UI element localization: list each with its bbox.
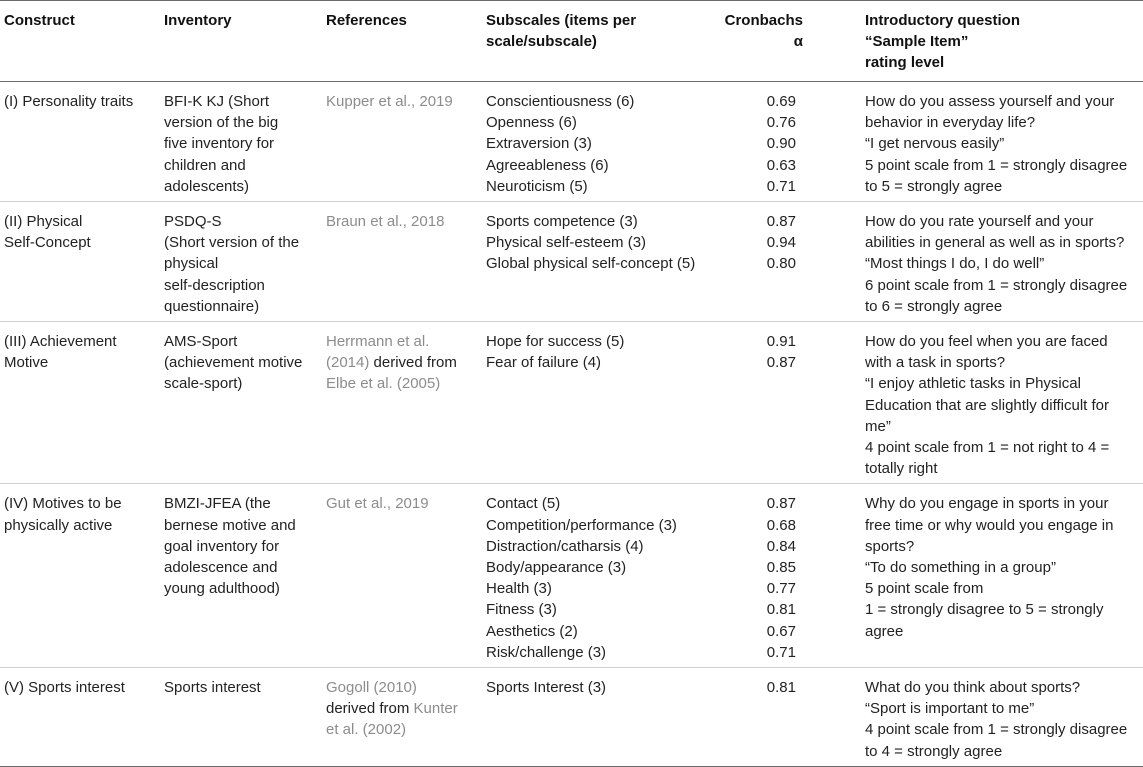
reference-line <box>326 211 482 232</box>
reference-link: Kupper et al., 2019 <box>326 93 453 110</box>
inventory-line: bernese motive and <box>164 516 296 534</box>
question-line: 4 point scale from 1 = strongly disagree <box>865 721 1128 739</box>
inventory-line: self-description <box>164 276 265 294</box>
table-row <box>0 322 1143 484</box>
inventory-line: scale-sport) <box>164 375 243 393</box>
subscale-line: Fitness (3) <box>486 601 557 619</box>
subscale-line: Aesthetics (2) <box>486 622 578 640</box>
inventory-cell <box>160 82 322 202</box>
reference-line <box>326 91 482 112</box>
header-question-line: Introductory question <box>865 12 1020 29</box>
construct-line: (V) Sports interest <box>4 679 125 697</box>
header-question-line: “Sample Item” <box>865 33 969 50</box>
question-line: abilities in general as well as in sports? <box>865 234 1125 252</box>
construct-line: Motive <box>4 354 49 372</box>
inventory-line: AMS-Sport <box>164 333 238 351</box>
question-line: sports? <box>865 537 915 555</box>
subscale-line: Sports Interest (3) <box>486 679 607 697</box>
construct-line: (IV) Motives to be <box>4 495 122 513</box>
inventory-line: BMZI-JFEA (the <box>164 495 271 513</box>
inventory-line: adolescence and <box>164 559 278 577</box>
alpha-cell <box>714 668 861 767</box>
subscale-line: Sports competence (3) <box>486 213 638 231</box>
question-line: to 6 = strongly agree <box>865 297 1003 315</box>
subscale-line: Body/appearance (3) <box>486 559 627 577</box>
references-cell <box>322 668 482 767</box>
reference-line <box>326 331 482 352</box>
question-line: “To do something in a group” <box>865 559 1056 577</box>
inventory-cell <box>160 322 322 484</box>
inventory-line: goal inventory for <box>164 537 280 555</box>
question-line: me” <box>865 417 891 435</box>
alpha-value: 0.84 <box>766 537 796 555</box>
header-references: References <box>326 12 407 29</box>
reference-link: Braun et al., 2018 <box>326 213 445 231</box>
subscale-line: Extraversion (3) <box>486 135 592 153</box>
reference-line <box>326 373 482 394</box>
question-line: totally right <box>865 460 938 478</box>
question-line: to 4 = strongly agree <box>865 742 1003 760</box>
question-line: How do you feel when you are faced <box>865 333 1108 351</box>
reference-line <box>326 493 482 514</box>
question-line: 1 = strongly disagree to 5 = strongly <box>865 601 1104 619</box>
reference-link: Gogoll (2010) <box>326 679 417 697</box>
inventory-cell <box>160 484 322 668</box>
question-line: “Sport is important to me” <box>865 700 1035 718</box>
subscales-cell <box>482 82 714 202</box>
construct-line: (III) Achievement <box>4 333 117 351</box>
inventory-line: PSDQ-S <box>164 213 222 231</box>
alpha-value: 0.87 <box>766 495 796 513</box>
alpha-value: 0.90 <box>766 135 796 153</box>
question-line: Why do you engage in sports in your <box>865 495 1109 513</box>
inventory-line: adolescents) <box>164 177 250 195</box>
alpha-value: 0.71 <box>766 177 796 195</box>
construct-cell <box>0 484 160 668</box>
inventory-line: (achievement motive <box>164 354 303 372</box>
question-line: free time or why would you engage in <box>865 516 1114 534</box>
alpha-value: 0.63 <box>766 156 796 174</box>
alpha-cell <box>714 484 861 668</box>
table-row <box>0 484 1143 668</box>
construct-line: physically active <box>4 516 113 534</box>
alpha-value: 0.67 <box>766 622 796 640</box>
alpha-value: 0.77 <box>766 580 796 598</box>
table-row <box>0 82 1143 202</box>
construct-cell <box>0 82 160 202</box>
header-subscales-line: scale/subscale) <box>486 33 597 50</box>
construct-line: Self-Concept <box>4 234 91 252</box>
subscale-line: Health (3) <box>486 580 552 598</box>
alpha-value: 0.71 <box>766 643 796 661</box>
alpha-value: 0.85 <box>766 559 796 577</box>
subscales-cell <box>482 322 714 484</box>
alpha-value: 0.94 <box>766 234 796 252</box>
table-body <box>0 82 1143 767</box>
question-line: “I get nervous easily” <box>865 135 1005 153</box>
question-cell <box>861 202 1143 322</box>
question-cell <box>861 484 1143 668</box>
header-alpha: Cronbachs α <box>724 12 803 50</box>
subscale-line: Openness (6) <box>486 114 577 132</box>
question-line: Education that are slightly difficult for <box>865 396 1110 414</box>
subscale-line: Risk/challenge (3) <box>486 643 607 661</box>
reference-line: (2014) derived from <box>326 354 457 372</box>
construct-line: (I) Personality traits <box>4 93 134 110</box>
inventory-line: children and <box>164 156 246 174</box>
inventory-line: version of the big <box>164 114 279 132</box>
header-subscales <box>482 1 714 82</box>
table-header-row <box>0 1 1143 82</box>
subscale-line: Contact (5) <box>486 495 561 513</box>
inventory-line: BFI-K KJ (Short <box>164 93 270 110</box>
question-cell <box>861 82 1143 202</box>
alpha-cell <box>714 82 861 202</box>
inventory-line: Sports interest <box>164 679 261 697</box>
reference-link: (2014) <box>326 354 370 372</box>
references-cell <box>322 322 482 484</box>
construct-cell <box>0 202 160 322</box>
header-construct: Construct <box>4 12 75 29</box>
reference-link: Elbe et al. (2005) <box>326 375 441 393</box>
question-line: 6 point scale from 1 = strongly disagree <box>865 276 1128 294</box>
subscale-line: Agreeableness (6) <box>486 156 609 174</box>
construct-cell <box>0 668 160 767</box>
reference-line <box>326 719 482 740</box>
subscale-line: Competition/performance (3) <box>486 516 677 534</box>
references-cell <box>322 484 482 668</box>
inventory-line: young adulthood) <box>164 580 280 598</box>
reference-line <box>326 677 482 698</box>
construct-line: (II) Physical <box>4 213 83 231</box>
construct-cell <box>0 322 160 484</box>
question-line: agree <box>865 622 904 640</box>
reference-link: et al. (2002) <box>326 721 407 739</box>
header-question-line: rating level <box>865 54 945 71</box>
inventory-cell <box>160 202 322 322</box>
table-row <box>0 668 1143 767</box>
question-line: “Most things I do, I do well” <box>865 255 1045 273</box>
inventory-line: five inventory for <box>164 135 275 153</box>
subscale-line: Neuroticism (5) <box>486 177 588 195</box>
question-line: “I enjoy athletic tasks in Physical <box>865 375 1081 393</box>
reference-link: Kunter <box>413 700 458 718</box>
question-cell <box>861 668 1143 767</box>
question-line: to 5 = strongly agree <box>865 177 1003 195</box>
subscales-cell <box>482 668 714 767</box>
alpha-value: 0.68 <box>766 516 796 534</box>
inventory-cell <box>160 668 322 767</box>
alpha-value: 0.87 <box>766 213 796 231</box>
reference-link: Herrmann et al. <box>326 333 430 351</box>
subscale-line: Fear of failure (4) <box>486 354 602 372</box>
alpha-value: 0.81 <box>766 601 796 619</box>
alpha-value: 0.91 <box>766 333 796 351</box>
question-cell <box>861 322 1143 484</box>
question-line: How do you rate yourself and your <box>865 213 1094 231</box>
question-line: 5 point scale from <box>865 580 984 598</box>
subscales-cell <box>482 202 714 322</box>
subscale-line: Hope for success (5) <box>486 333 625 351</box>
table-row <box>0 202 1143 322</box>
reference-link: Gut et al., 2019 <box>326 495 429 513</box>
alpha-cell <box>714 202 861 322</box>
alpha-value: 0.80 <box>766 255 796 273</box>
reference-line: derived from Kunter <box>326 700 458 718</box>
question-line: behavior in everyday life? <box>865 114 1036 132</box>
subscale-line: Conscientiousness (6) <box>486 93 635 110</box>
question-line: 5 point scale from 1 = strongly disagree <box>865 156 1128 174</box>
header-subscales-line: Subscales (items per <box>486 12 637 29</box>
alpha-value: 0.87 <box>766 354 796 372</box>
subscale-line: Physical self-esteem (3) <box>486 234 647 252</box>
question-line: 4 point scale from 1 = not right to 4 = <box>865 439 1110 457</box>
question-line: What do you think about sports? <box>865 679 1081 697</box>
header-question <box>861 1 1143 82</box>
references-cell <box>322 82 482 202</box>
alpha-value: 0.76 <box>766 114 796 132</box>
question-line: with a task in sports? <box>865 354 1006 372</box>
references-cell <box>322 202 482 322</box>
header-inventory: Inventory <box>164 12 232 29</box>
alpha-value: 0.81 <box>766 679 796 697</box>
question-line: How do you assess yourself and your <box>865 93 1115 110</box>
subscale-line: Global physical self-concept (5) <box>486 255 696 273</box>
inventory-line: physical <box>164 255 219 273</box>
subscales-cell <box>482 484 714 668</box>
inventory-line: questionnaire) <box>164 297 260 315</box>
alpha-value: 0.69 <box>766 93 796 110</box>
alpha-cell <box>714 322 861 484</box>
subscale-line: Distraction/catharsis (4) <box>486 537 644 555</box>
inventory-line: (Short version of the <box>164 234 300 252</box>
